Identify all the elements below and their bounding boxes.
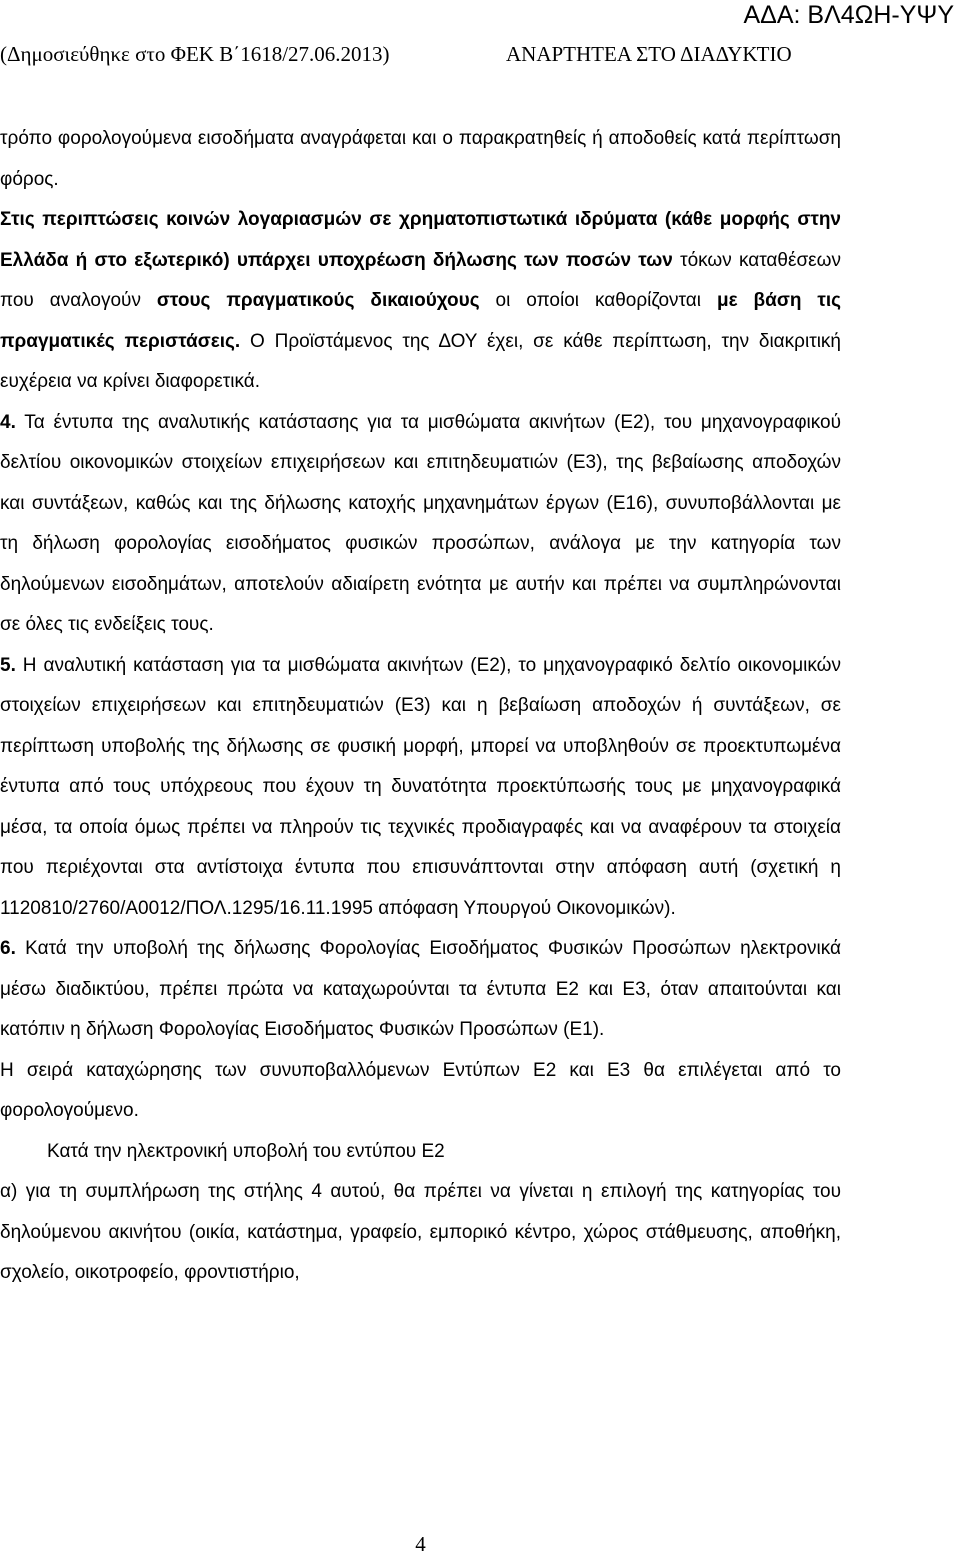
paragraph-5-number: 5. [0,654,16,676]
paragraph-e2-heading: Κατά την ηλεκτρονική υποβολή του εντύπου Ε2 [47,1140,445,1162]
posting-notice: ΑΝΑΡΤΗΤΕΑ ΣΤΟ ΔΙΑΔΥΚΤΙΟ [506,42,792,66]
paragraph-5 [0,646,841,930]
joint-accounts-bold-1: Στις περιπτώσεις κοινών λογαριασμών σε χρηματοπιστωτικά ιδρύματα (κάθε μορφής στην Ελλάδα ή στο εξωτερικό) υπάρχει υποχρέωση δήλωσης των ποσών των [0,209,841,271]
paragraph-6-number: 6. [0,938,16,959]
paragraph-4-number: 4. [0,411,16,433]
paragraph-6 [0,929,841,1051]
publication-note: (Δημοσιεύθηκε στο ΦΕΚ Β΄1618/27.06.2013) [0,42,390,66]
joint-accounts-text-2: οι οποίοι καθορίζονται [479,290,717,311]
paragraph-4-text: Τα έντυπα της αναλυτικής κατάστασης για τα μισθώματα ακινήτων (Ε2), του μηχανογραφικού δελτίου οικονομικών στοιχείων επιχειρήσεων και επιτηδευματιών (Ε3), της βεβαίωσης αποδοχών και συντάξεων, καθώς και της δήλωσης κατοχής μηχανημάτων έργων (Ε16), συνυποβάλλονται με τη δήλωση φορολογίας εισοδήματος φυσικών προσώπων, ανάλογα με την κατηγορία των δηλούμενων εισοδημάτων, αποτελούν αδιαίρετη ενότητα με αυτήν και πρέπει να συμπληρώνονται σε όλες τις ενδείξεις τους. [0,411,841,635]
paragraph-5-text: Η αναλυτική κατάσταση για τα μισθώματα ακινήτων (Ε2), το μηχανογραφικό δελτίο οικονομικών στοιχείων επιχειρήσεων και επιτηδευματιών (Ε3) και η βεβαίωση αποδοχών ή συντάξεων, σε περίπτωση υποβολής της δήλωσης σε φυσική μορφή, μπορεί να υποβληθούν σε προεκτυπωμένα έντυπα από τους υπόχρεους που έχουν τη δυνατότητα προεκτύπωσής τους με μηχανογραφικά μέσα, τα οποία όμως πρέπει να πληρούν τις τεχνικές προδιαγραφές και να αναφέρουν τα στοιχεία που περιέχονται στα αντίστοιχα έντυπα που επισυνάπτονται στην απόφαση αυτή (σχετική η 1120810/2760/Α0012/ΠΟΛ.1295/16.11.1995 απόφαση Υπουργού Οικονομικών). [0,654,841,919]
paragraph-e2-item-a: α) για τη συμπλήρωση της στήλης 4 αυτού, θα πρέπει να γίνεται η επιλογή της κατηγορίας του δηλούμενου ακινήτου (οικία, κατάστημα, γραφείο, εμπορικό κέντρο, χώρος στάθμευσης, αποθήκη, σχολείο, οικοτροφείο, φροντιστήριο, [0,1181,841,1283]
paragraph-tax-withheld: τρόπο φορολογούμενα εισοδήματα αναγράφεται και ο παρακρατηθείς ή αποδοθείς κατά περίπτωση φόρος. [0,128,841,190]
joint-accounts-bold-3: με βάση τις πραγματικές περιστάσεις. [0,290,842,352]
paragraph-4 [0,403,841,646]
joint-accounts-text-3: Ο Προϊστάμενος της ΔΟΥ έχει, σε κάθε περίπτωση, την διακριτική ευχέρεια να κρίνει διαφορετικά. [0,330,841,392]
page-number: 4 [415,1532,426,1556]
joint-accounts-text-1: τόκων καταθέσεων που αναλογούν [0,249,841,311]
joint-accounts-bold-2: στους πραγματικούς δικαιούχους [156,290,480,311]
ada-code: ΑΔΑ: ΒΛ4ΩΗ-ΥΨΥ [743,1,954,29]
paragraph-submission-order: Η σειρά καταχώρησης των συνυποβαλλόμενων Εντύπων Ε2 και Ε3 θα επιλέγεται από το φορολογούμενο. [0,1059,841,1121]
paragraph-6-text: Κατά την υποβολή της δήλωσης Φορολογίας Εισοδήματος Φυσικών Προσώπων ηλεκτρονικά μέσω διαδικτύου, πρέπει πρώτα να καταχωρούνται τα έντυπα Ε2 και Ε3, όταν απαιτούνται και κατόπιν η δήλωση Φορολογίας Εισοδήματος Φυσικών Προσώπων (Ε1). [0,938,841,1040]
document-body [0,119,841,1294]
paragraph-joint-accounts [0,200,841,403]
